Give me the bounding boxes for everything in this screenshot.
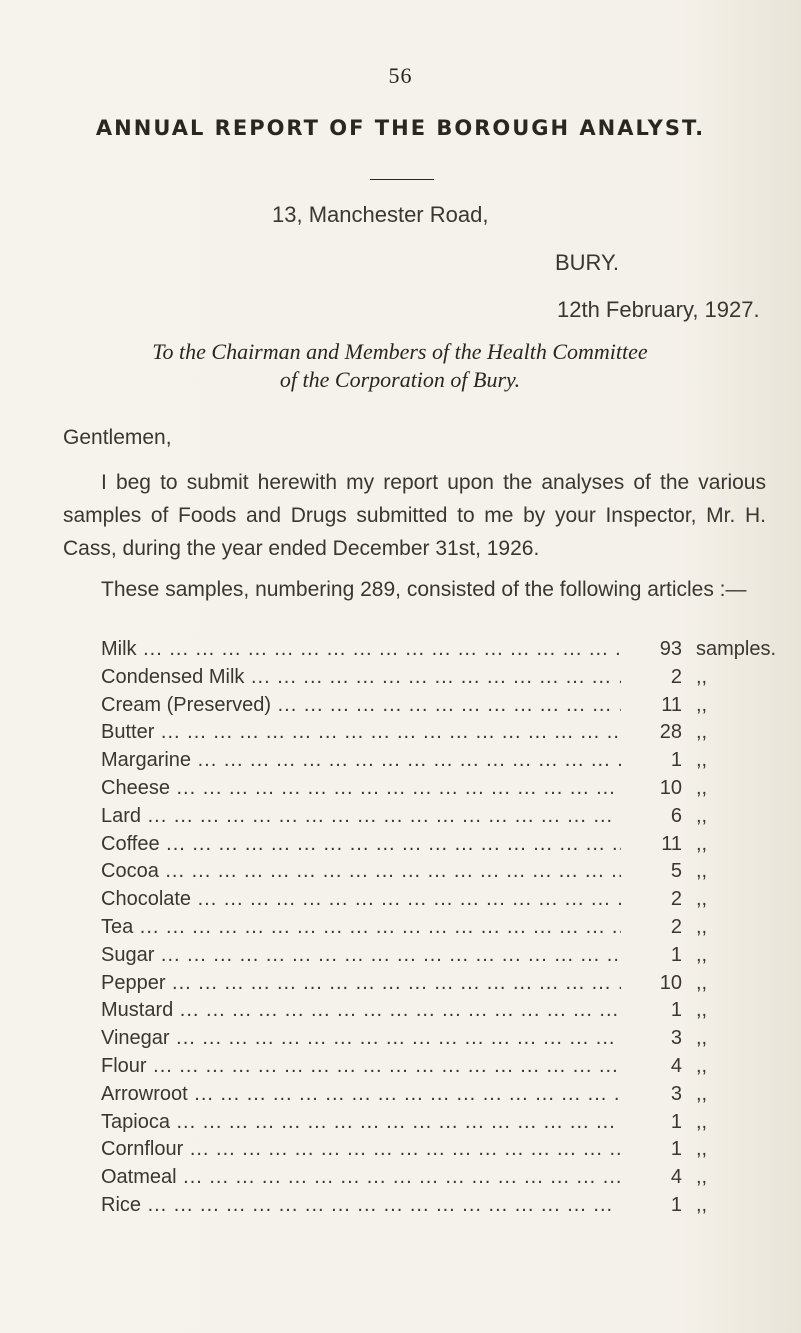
letter-date: 12th February, 1927. bbox=[557, 297, 760, 322]
sample-item-count: 5 bbox=[621, 860, 682, 883]
sample-item-unit: ,, bbox=[696, 1166, 708, 1189]
list-item bbox=[101, 916, 791, 944]
sample-item-count: 2 bbox=[621, 666, 682, 689]
sample-item-count: 1 bbox=[621, 1138, 682, 1161]
sample-item-name: Butter ... . bbox=[101, 721, 641, 744]
sample-item-name: Rice ... . bbox=[101, 1194, 641, 1217]
sample-item-unit: ,, bbox=[696, 1054, 708, 1077]
sample-item-count: 3 bbox=[621, 1027, 682, 1050]
sample-item-name: Tapioca ... . bbox=[101, 1111, 641, 1134]
sample-item-name: Sugar ... . bbox=[101, 944, 641, 967]
report-title: ANNUAL REPORT OF THE BOROUGH ANALYST. bbox=[95, 116, 706, 140]
sample-item-count: 10 bbox=[621, 777, 682, 800]
sample-item-count: 11 bbox=[621, 694, 682, 717]
list-item bbox=[101, 860, 791, 888]
sample-item-unit: ,, bbox=[696, 1082, 708, 1105]
sample-item-name: Arrowroot ... . bbox=[101, 1083, 641, 1106]
sample-item-name: Oatmeal ... . bbox=[101, 1166, 641, 1189]
sample-item-unit: ,, bbox=[696, 721, 708, 744]
list-item bbox=[101, 694, 791, 722]
sample-item-count: 1 bbox=[621, 944, 682, 967]
list-item bbox=[101, 833, 791, 861]
sample-item-name: Cocoa ... . bbox=[101, 860, 641, 883]
sample-item-unit: ,, bbox=[696, 915, 708, 938]
sample-item-name: Flour ... . bbox=[101, 1055, 641, 1078]
sample-item-unit: ,, bbox=[696, 1027, 708, 1050]
sample-item-unit: ,, bbox=[696, 999, 708, 1022]
sample-item-count: 93 bbox=[621, 638, 682, 661]
list-item bbox=[101, 999, 791, 1027]
sample-item-count: 3 bbox=[621, 1083, 682, 1106]
list-item bbox=[101, 666, 791, 694]
address-street: 13, Manchester Road, bbox=[272, 202, 489, 227]
address-town: BURY. bbox=[555, 250, 620, 275]
list-item bbox=[101, 638, 791, 666]
sample-item-name: Tea ... . bbox=[101, 916, 641, 939]
sample-item-unit: ,, bbox=[696, 693, 708, 716]
list-item bbox=[101, 888, 791, 916]
sample-item-count: 1 bbox=[621, 1194, 682, 1217]
list-item bbox=[101, 1111, 791, 1139]
list-item bbox=[101, 1083, 791, 1111]
addressee-line-2: of the Corporation of Bury. bbox=[279, 367, 521, 392]
sample-item-count: 2 bbox=[621, 916, 682, 939]
list-item bbox=[101, 777, 791, 805]
sample-item-name: Lard ... . bbox=[101, 805, 641, 828]
sample-item-unit: ,, bbox=[696, 804, 708, 827]
list-item bbox=[101, 1055, 791, 1083]
sample-item-unit: ,, bbox=[696, 776, 708, 799]
sample-item-unit: samples. bbox=[696, 638, 777, 660]
sample-item-name: Pepper ... . bbox=[101, 972, 641, 995]
intro-paragraph: I beg to submit herewith my report upon the analyses of the various samples of Foods and Drugs submitted to me by your Inspector, Mr. H. Cass, during the year ended December 31st, 1926. bbox=[63, 471, 766, 560]
sample-item-unit: ,, bbox=[696, 1110, 708, 1133]
sample-item-count: 4 bbox=[621, 1166, 682, 1189]
sample-item-unit: ,, bbox=[696, 1193, 708, 1216]
sample-item-name: Mustard ... . bbox=[101, 999, 641, 1022]
greeting: Gentlemen, bbox=[63, 426, 172, 449]
sample-item-name: Vinegar ... . bbox=[101, 1027, 641, 1050]
sample-item-unit: ,, bbox=[696, 860, 708, 883]
list-item bbox=[101, 805, 791, 833]
sample-item-count: 6 bbox=[621, 805, 682, 828]
list-item bbox=[101, 1166, 791, 1194]
sample-item-count: 11 bbox=[621, 833, 682, 856]
title-rule bbox=[370, 179, 434, 180]
sample-item-count: 4 bbox=[621, 1055, 682, 1078]
sample-item-name: Margarine ... . bbox=[101, 749, 641, 772]
list-item bbox=[101, 721, 791, 749]
sample-item-count: 28 bbox=[621, 721, 682, 744]
sample-item-unit: ,, bbox=[696, 943, 708, 966]
list-item bbox=[101, 1138, 791, 1166]
list-item bbox=[101, 944, 791, 972]
addressee-line-1: To the Chairman and Members of the Health Committee bbox=[152, 339, 648, 364]
sample-item-unit: ,, bbox=[696, 888, 708, 911]
sample-item-name: Chocolate ... . bbox=[101, 888, 641, 911]
sample-item-name: Condensed Milk ... . bbox=[101, 666, 641, 689]
samples-paragraph: These samples, numbering 289, consisted of the following articles :— bbox=[101, 578, 747, 601]
sample-item-name: Cheese ... . bbox=[101, 777, 641, 800]
sample-item-unit: ,, bbox=[696, 1138, 708, 1161]
sample-item-count: 1 bbox=[621, 1111, 682, 1134]
sample-item-count: 1 bbox=[621, 999, 682, 1022]
sample-item-count: 1 bbox=[621, 749, 682, 772]
samples-list bbox=[101, 638, 791, 1222]
sample-item-name: Cream (Preserved) ... . bbox=[101, 694, 641, 717]
list-item bbox=[101, 972, 791, 1000]
list-item bbox=[101, 1027, 791, 1055]
list-item bbox=[101, 1194, 791, 1222]
sample-item-unit: ,, bbox=[696, 749, 708, 772]
sample-item-count: 2 bbox=[621, 888, 682, 911]
list-item bbox=[101, 749, 791, 777]
page-number: 56 bbox=[388, 63, 413, 88]
sample-item-unit: ,, bbox=[696, 665, 708, 688]
sample-item-name: Milk ... . bbox=[101, 638, 641, 661]
sample-item-unit: ,, bbox=[696, 971, 708, 994]
sample-item-unit: ,, bbox=[696, 832, 708, 855]
sample-item-count: 10 bbox=[621, 972, 682, 995]
sample-item-name: Cornflour ... . bbox=[101, 1138, 641, 1161]
sample-item-name: Coffee ... . bbox=[101, 833, 641, 856]
